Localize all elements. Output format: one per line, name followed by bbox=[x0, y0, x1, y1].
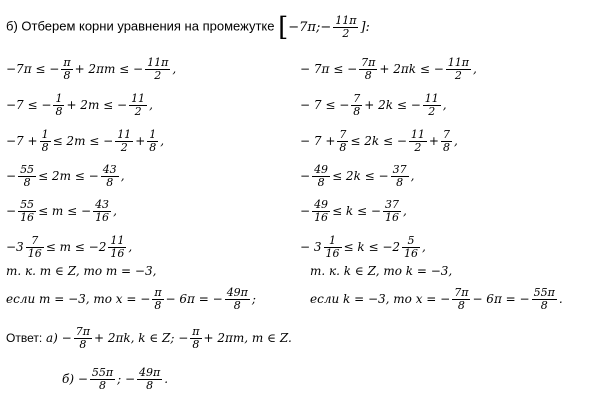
fraction-den: 8 bbox=[396, 176, 404, 189]
left-line-3 bbox=[6, 129, 164, 154]
fraction bbox=[101, 164, 119, 189]
text: . bbox=[558, 292, 563, 306]
fraction bbox=[359, 57, 377, 82]
fraction-num: 55 bbox=[20, 163, 35, 176]
fraction-den: 8 bbox=[540, 299, 548, 312]
fraction bbox=[152, 287, 163, 312]
fraction bbox=[115, 129, 133, 154]
right-line-1 bbox=[300, 57, 477, 82]
fraction bbox=[402, 235, 420, 260]
fraction-num: 7 bbox=[26, 235, 44, 248]
fraction bbox=[446, 57, 471, 82]
fraction bbox=[26, 235, 44, 260]
fraction-den: 2 bbox=[428, 105, 436, 118]
fraction-den: 2 bbox=[134, 105, 142, 118]
text: , bbox=[113, 204, 117, 218]
fraction bbox=[18, 164, 36, 189]
fraction-den: 8 bbox=[339, 141, 347, 154]
fraction-num: 7 bbox=[353, 92, 361, 105]
interval-minus: − bbox=[320, 19, 332, 35]
text: ≤ m ≤ −2 bbox=[45, 240, 107, 254]
fraction-den: 8 bbox=[233, 299, 241, 312]
left-line-2 bbox=[6, 93, 153, 118]
answer-a bbox=[46, 325, 292, 351]
left-line-8 bbox=[6, 287, 256, 312]
fraction-den: 2 bbox=[342, 26, 350, 40]
fraction-num: 11π bbox=[447, 56, 470, 69]
right-line-7 bbox=[310, 265, 452, 277]
fraction bbox=[441, 129, 452, 154]
text: −7π ≤ − bbox=[6, 62, 60, 76]
fraction bbox=[18, 199, 36, 224]
fraction-den: 16 bbox=[110, 247, 125, 260]
interval bbox=[278, 12, 370, 42]
text: −7 + bbox=[6, 134, 38, 148]
fraction-num: 37 bbox=[392, 163, 407, 176]
text: − 7 ≤ − bbox=[300, 98, 350, 112]
text: − bbox=[300, 169, 311, 183]
fraction-num: 11 bbox=[110, 234, 125, 247]
text: ≤ m ≤ − bbox=[38, 204, 92, 218]
fraction-num: 7 bbox=[339, 128, 347, 141]
text: , bbox=[149, 98, 153, 112]
fraction-den: 8 bbox=[364, 69, 372, 82]
fraction-den: 8 bbox=[41, 141, 49, 154]
fraction-num: 1 bbox=[324, 235, 342, 248]
fraction bbox=[137, 367, 162, 392]
fraction-num: 11π bbox=[147, 56, 169, 69]
fraction-num: 55 bbox=[20, 198, 35, 211]
text: , bbox=[422, 240, 426, 254]
text: т. к. m ∈ Z, то m = −3, bbox=[6, 264, 157, 278]
text: − bbox=[300, 204, 311, 218]
fraction-num: 55π bbox=[533, 286, 555, 299]
fraction bbox=[61, 57, 72, 82]
left-line-1 bbox=[6, 57, 176, 82]
text: ≤ k ≤ −2 bbox=[343, 240, 401, 254]
left-line-7 bbox=[6, 265, 156, 277]
right-line-6 bbox=[300, 235, 426, 260]
fraction-den: 8 bbox=[146, 379, 154, 392]
text: , bbox=[442, 98, 447, 112]
fraction-num: 11 bbox=[410, 128, 425, 141]
fraction-den: 16 bbox=[404, 247, 419, 260]
fraction-num: 37 bbox=[384, 198, 399, 211]
right-line-3 bbox=[300, 129, 458, 154]
fraction-num: 7π bbox=[75, 325, 90, 338]
fraction-den: 16 bbox=[384, 211, 399, 224]
fraction bbox=[93, 199, 111, 224]
fraction bbox=[129, 93, 147, 118]
answer-label: Ответ: bbox=[6, 331, 43, 345]
fraction bbox=[452, 287, 470, 312]
fraction bbox=[190, 326, 201, 351]
text: ≤ k ≤ − bbox=[332, 204, 381, 218]
fraction-den: 8 bbox=[23, 176, 31, 189]
text: если m = −3, то x = − bbox=[6, 292, 151, 306]
text: ≤ 2k ≤ − bbox=[350, 134, 407, 148]
text: ≤ 2k ≤ − bbox=[332, 169, 389, 183]
text: , bbox=[402, 204, 407, 218]
text: − 6π = − bbox=[165, 292, 223, 306]
left-line-6 bbox=[6, 235, 132, 260]
fraction-den: 8 bbox=[442, 141, 450, 154]
fraction bbox=[423, 93, 441, 118]
fraction bbox=[145, 57, 170, 82]
text: + 2m ≤ − bbox=[66, 98, 128, 112]
fraction-den: 8 bbox=[106, 176, 114, 189]
fraction-num: 7 bbox=[442, 128, 450, 141]
fraction-num: 55π bbox=[91, 366, 114, 379]
text: + 2πk ≤ − bbox=[379, 62, 444, 76]
fraction bbox=[409, 129, 427, 154]
text: если k = −3, то x = − bbox=[310, 292, 451, 306]
interval-left: −7π; bbox=[288, 19, 321, 35]
fraction-den: 16 bbox=[20, 211, 35, 224]
fraction-num: 1 bbox=[41, 128, 49, 141]
fraction-num: 7π bbox=[361, 56, 376, 69]
fraction-num: 49 bbox=[314, 198, 329, 211]
fraction-num: 11 bbox=[117, 128, 132, 141]
fraction-num: π bbox=[192, 325, 200, 338]
fraction-den: 2 bbox=[414, 141, 422, 154]
fraction-den: 8 bbox=[457, 299, 465, 312]
fraction-den: 16 bbox=[27, 247, 42, 260]
fraction bbox=[391, 164, 409, 189]
fraction-den: 8 bbox=[55, 105, 63, 118]
interval-end: ]: bbox=[360, 19, 370, 35]
text: , bbox=[172, 62, 177, 76]
text: , bbox=[453, 134, 458, 148]
fraction-den: 2 bbox=[154, 69, 162, 82]
fraction-num: 43 bbox=[102, 163, 117, 176]
fraction-den: 8 bbox=[192, 338, 200, 351]
text: ≤ 2m ≤ − bbox=[52, 134, 114, 148]
text: + 2πm, m ∈ Z. bbox=[203, 331, 292, 345]
fraction-num: 11 bbox=[131, 92, 146, 105]
text: − bbox=[6, 169, 17, 183]
right-line-2 bbox=[300, 93, 447, 118]
text: + 2πm ≤ − bbox=[74, 62, 144, 76]
text: − 3 bbox=[300, 240, 322, 254]
fraction-num: 49 bbox=[314, 163, 329, 176]
fraction bbox=[53, 93, 64, 118]
text: −3 bbox=[6, 240, 24, 254]
fraction-num: 1 bbox=[55, 92, 63, 105]
fraction-num: 49π bbox=[139, 366, 161, 379]
text: + bbox=[135, 134, 146, 148]
fraction-num: π bbox=[154, 286, 162, 299]
text: ≤ 2m ≤ − bbox=[38, 169, 99, 183]
right-line-8 bbox=[310, 287, 563, 312]
text: ; bbox=[251, 292, 256, 306]
fraction bbox=[324, 235, 342, 260]
fraction-den: 16 bbox=[314, 211, 329, 224]
fraction-num: 5 bbox=[402, 235, 420, 248]
text: −7 ≤ − bbox=[6, 98, 52, 112]
fraction bbox=[383, 199, 401, 224]
fraction-den: 8 bbox=[353, 105, 361, 118]
right-line-4 bbox=[300, 164, 414, 189]
fraction-den: 16 bbox=[95, 211, 110, 224]
fraction-den: 8 bbox=[63, 69, 71, 82]
text: , bbox=[473, 62, 477, 76]
interval-fraction bbox=[333, 15, 358, 40]
text: , bbox=[410, 169, 415, 183]
fraction-num: 43 bbox=[95, 198, 110, 211]
fraction-den: 8 bbox=[154, 299, 162, 312]
text: − 7 + bbox=[300, 134, 336, 148]
fraction bbox=[147, 129, 158, 154]
right-line-5 bbox=[300, 199, 407, 224]
answer-line-a bbox=[6, 326, 292, 351]
text: + 2k ≤ − bbox=[364, 98, 421, 112]
text: ; − bbox=[117, 372, 136, 386]
fraction bbox=[40, 129, 51, 154]
fraction-den: 8 bbox=[149, 141, 157, 154]
fraction bbox=[337, 129, 348, 154]
text: б) − bbox=[62, 372, 88, 386]
left-line-4 bbox=[6, 164, 125, 189]
text: − 6π = − bbox=[472, 292, 530, 306]
heading-line bbox=[6, 14, 370, 40]
heading-text: б) Отберем корни уравнения на промежутке bbox=[6, 18, 275, 34]
answer-line-b bbox=[62, 367, 168, 392]
fraction-den: 2 bbox=[454, 69, 462, 82]
text: . bbox=[164, 372, 169, 386]
fraction bbox=[225, 287, 250, 312]
fraction bbox=[351, 93, 362, 118]
fraction bbox=[90, 367, 115, 392]
fraction-num: π bbox=[63, 56, 71, 69]
fraction bbox=[74, 326, 92, 351]
fraction-den: 8 bbox=[79, 338, 87, 351]
fraction-num: 11 bbox=[424, 92, 439, 105]
interval-bracket-left: [ bbox=[278, 12, 289, 42]
fraction bbox=[312, 199, 330, 224]
text: + 2πk, k ∈ Z; − bbox=[93, 331, 189, 345]
text: , bbox=[128, 240, 133, 254]
text: , bbox=[160, 134, 165, 148]
text: − bbox=[6, 204, 17, 218]
left-line-5 bbox=[6, 199, 117, 224]
fraction-num: 11π bbox=[335, 13, 357, 27]
text: − 7π ≤ − bbox=[300, 62, 358, 76]
text: а) − bbox=[46, 331, 72, 345]
text: + bbox=[428, 134, 439, 148]
fraction-num: 1 bbox=[149, 128, 157, 141]
fraction-den: 8 bbox=[98, 379, 106, 392]
fraction bbox=[532, 287, 557, 312]
fraction-den: 8 bbox=[317, 176, 325, 189]
fraction-num: 49π bbox=[226, 286, 248, 299]
text: т. к. k ∈ Z, то k = −3, bbox=[310, 264, 453, 278]
fraction bbox=[108, 235, 126, 260]
text: , bbox=[120, 169, 125, 183]
fraction-num: 7π bbox=[454, 286, 469, 299]
fraction-den: 16 bbox=[325, 247, 340, 260]
fraction-den: 2 bbox=[120, 141, 128, 154]
fraction bbox=[312, 164, 330, 189]
